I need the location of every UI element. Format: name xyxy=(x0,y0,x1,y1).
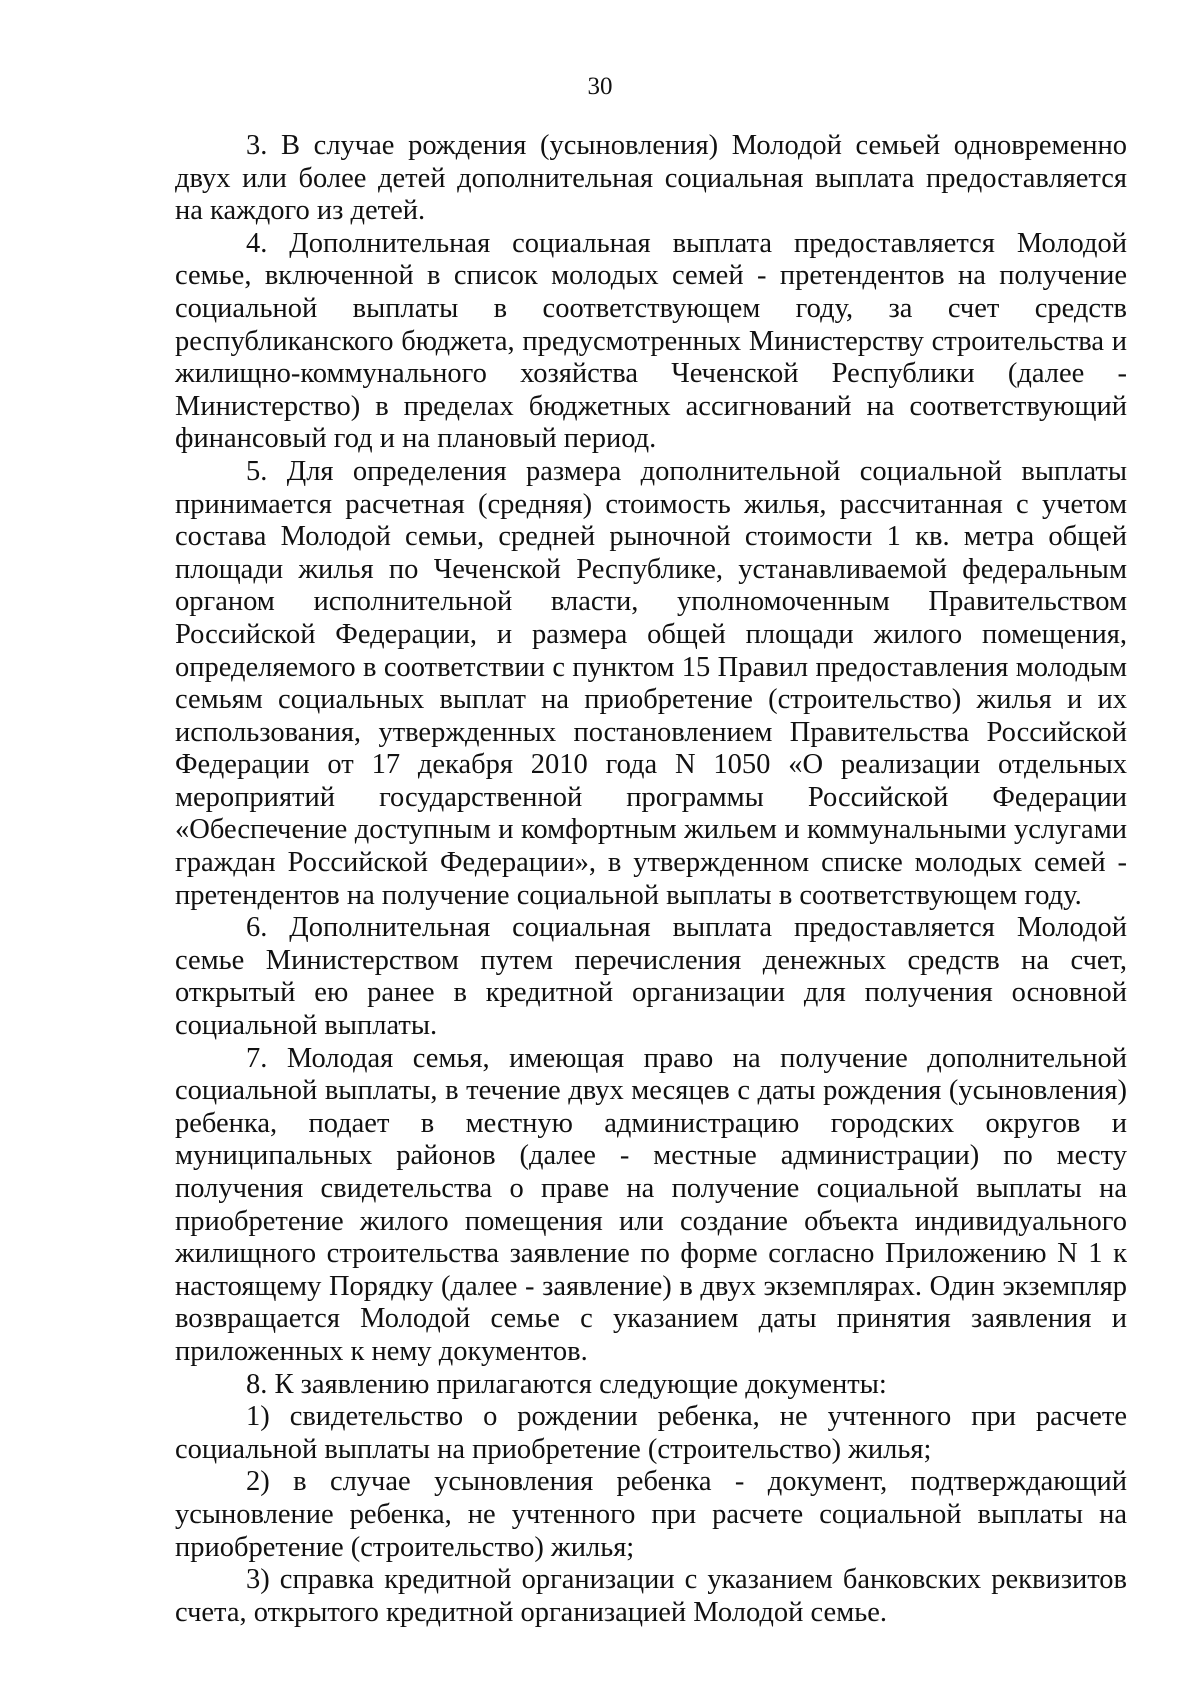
paragraph-4: 4. Дополнительная социальная выплата предоставляется Молодой семье, включенной в список молодых семей - претендентов на получение социальной выплаты в соответствующем году, за счет средств республиканского бюджета, предусмотренных Министерству строительства и жилищно-коммунального хозяйства Чеченской Республики (далее - Министерство) в пределах бюджетных ассигнований на соответствующий финансовый год и на плановый период. xyxy=(175,227,1127,455)
list-item-2: 2) в случае усыновления ребенка - документ, подтверждающий усыновление ребенка, не учтенного при расчете социальной выплаты на приобретение (строительство) жилья; xyxy=(175,1466,1127,1563)
list-item-1: 1) свидетельство о рождении ребенка, не учтенного при расчете социальной выплаты на приобретение (строительство) жилья; xyxy=(175,1401,1127,1465)
paragraph-5: 5. Для определения размера дополнительной социальной выплаты принимается расчетная (средняя) стоимость жилья, рассчитанная с учетом состава Молодой семьи, средней рыночной стоимости 1 кв. метра общей площади жилья по Чеченской Республике, устанавливаемой федеральным органом исполнительной власти, уполномоченным Правительством Российской Федерации, и размера общей площади жилого помещения, определяемого в соответствии с пунктом 15 Правил предоставления молодым семьям социальных выплат на приобретение (строительство) жилья и их использования, утвержденных постановлением Правительства Российской Федерации от 17 декабря 2010 года N 1050 «О реализации отдельных мероприятий государственной программы Российской Федерации «Обеспечение доступным и комфортным жильем и коммунальными услугами граждан Российской Федерации», в утвержденном списке молодых семей - претендентов на получение социальной выплаты в соответствующем году. xyxy=(175,455,1127,911)
paragraph-6: 6. Дополнительная социальная выплата предоставляется Молодой семье Министерством путем перечисления денежных средств на счет, открытый ею ранее в кредитной организации для получения основной социальной выплаты. xyxy=(175,912,1127,1042)
page-number: 30 xyxy=(587,73,613,100)
paragraph-7: 7. Молодая семья, имеющая право на получение дополнительной социальной выплаты, в течение двух месяцев с даты рождения (усыновления) ребенка, подает в местную администрацию городских округов и муниципальных районов (далее - местные администрации) по месту получения свидетельства о праве на получение социальной выплаты на приобретение жилого помещения или создание объекта индивидуального жилищного строительства заявление по форме согласно Приложению N 1 к настоящему Порядку (далее - заявление) в двух экземплярах. Один экземпляр возвращается Молодой семье с указанием даты принятия заявления и приложенных к нему документов. xyxy=(175,1042,1127,1367)
paragraph-3: 3. В случае рождения (усыновления) Молодой семьей одновременно двух или более детей дополнительная социальная выплата предоставляется на каждого из детей. xyxy=(175,130,1127,227)
paragraph-8: 8. К заявлению прилагаются следующие документы: xyxy=(246,1368,887,1400)
document-body xyxy=(175,130,1127,1629)
list-item-3: 3) справка кредитной организации с указанием банковских реквизитов счета, открытого кредитной организацией Молодой семье. xyxy=(175,1564,1127,1628)
